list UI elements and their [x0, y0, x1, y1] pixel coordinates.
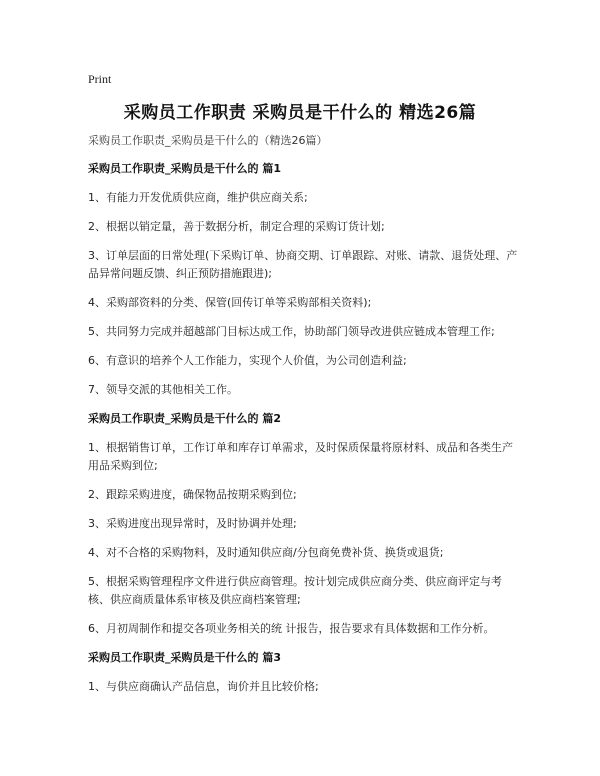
- print-label: Print: [88, 72, 112, 86]
- section-heading: 采购员工作职责_采购员是干什么的 篇1: [88, 162, 281, 175]
- list-item: 1、根据销售订单，工作订单和库存订单需求，及时保质保量将原材料、成品和各类生产用品采购到位;: [88, 441, 513, 472]
- section-1: [88, 160, 518, 399]
- section-3: [88, 649, 518, 696]
- list-item: 2、跟踪采购进度，确保物品按期采购到位;: [88, 488, 297, 501]
- list-item: 6、月初周制作和提交各项业务相关的统 计报告，报告要求有具体数据和工作分析。: [88, 622, 495, 635]
- list-item: 6、有意识的培养个人工作能力，实现个人价值，为公司创造利益;: [88, 354, 407, 367]
- document-subtitle: 采购员工作职责_采购员是干什么的（精选26篇）: [88, 134, 328, 147]
- list-item: 5、共同努力完成并超越部门目标达成工作，协助部门领导改进供应链成本管理工作;: [88, 325, 495, 338]
- section-heading: 采购员工作职责_采购员是干什么的 篇2: [88, 412, 281, 425]
- page-title: 采购员工作职责 采购员是干什么的 精选26篇: [123, 103, 477, 123]
- section-2: [88, 410, 518, 638]
- list-item: 1、与供应商确认产品信息，询价并且比较价格;: [88, 680, 319, 693]
- list-item: 4、对不合格的采购物料，及时通知供应商/分包商免费补货、换货或退货;: [88, 546, 444, 559]
- list-item: 1、有能力开发优质供应商，维护供应商关系;: [88, 191, 308, 204]
- list-item: 3、订单层面的日常处理(下采购订单、协商交期、订单跟踪、对账、请款、退货处理、产品异常问题反馈、纠正预防措施跟进);: [88, 249, 518, 280]
- list-item: 7、领导交派的其他相关工作。: [88, 383, 238, 396]
- list-item: 2、根据以销定量，善于数据分析，制定合理的采购订货计划;: [88, 220, 385, 233]
- list-item: 3、采购进度出现异常时，及时协调并处理;: [88, 517, 297, 530]
- list-item: 4、采购部资料的分类、保管(回传订单等采购部相关资料);: [88, 296, 372, 309]
- list-item: 5、根据采购管理程序文件进行供应商管理。按计划完成供应商分类、供应商评定与考核、供应商质量体系审核及供应商档案管理;: [88, 575, 502, 606]
- section-heading: 采购员工作职责_采购员是干什么的 篇3: [88, 651, 281, 664]
- document-body: [88, 132, 518, 707]
